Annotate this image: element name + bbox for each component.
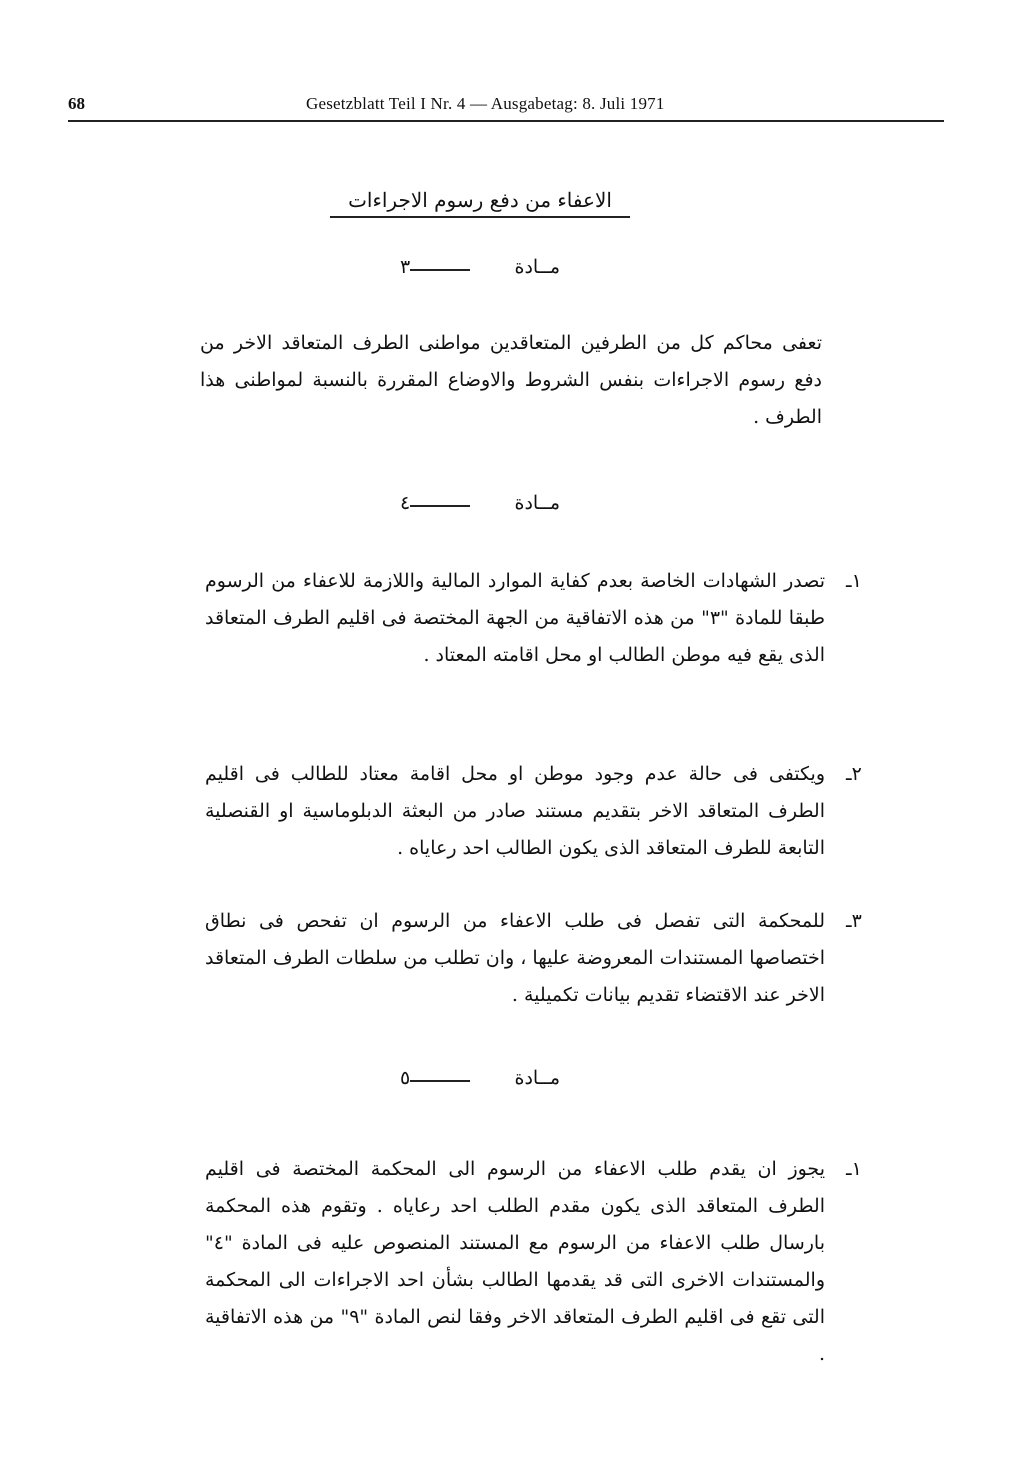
article-3-label: مــادة [440, 256, 560, 278]
article-4-number: ٤ [400, 492, 411, 514]
article-4-item-2-number: ٢ـ [846, 763, 862, 785]
gazette-header-text: Gesetzblatt Teil I Nr. 4 — Ausgabetag: 8. Juli 1971 [306, 94, 665, 113]
article-3-heading [400, 256, 560, 284]
article-5-number: ٥ [400, 1067, 411, 1089]
article-4-item-2-text: ويكتفى فى حالة عدم وجود موطن او محل اقامة معتاد للطالب فى اقليم الطرف المتعاقد الاخر بتقديم مستند صادر من البعثة الدبلوماسية او القنصلية التابعة للطرف المتعاقد الذى يكون الطالب احد رعاياه . [205, 763, 825, 859]
article-4-item-3-text: للمحكمة التى تفصل فى طلب الاعفاء من الرسوم ان تفحص فى نطاق اختصاصها المستندات المعروضة عليها ، وان تطلب من سلطات الطرف المتعاقد الاخر عند الاقتضاء تقديم بيانات تكميلية . [205, 910, 825, 1006]
article-3-number: ٣ [400, 256, 411, 278]
section-title: الاعفاء من دفع رسوم الاجراءات [330, 188, 630, 218]
article-3-text: تعفى محاكم كل من الطرفين المتعاقدين مواطنى الطرف المتعاقد الاخر من دفع رسوم الاجراءات بنفس الشروط والاوضاع المقررة بالنسبة لمواطنى هذا الطرف . [200, 332, 822, 428]
article-5-item-1-text: يجوز ان يقدم طلب الاعفاء من الرسوم الى المحكمة المختصة فى اقليم الطرف المتعاقد الذى يكون مقدم الطلب احد رعاياه . وتقوم هذه المحكمة بارسال طلب الاعفاء من الرسوم مع المستند المنصوص عليه فى المادة "٤" والمستندات الاخرى التى قد يقدمها الطالب بشأن احد الاجراءات الى المحكمة التى تقع فى اقليم الطرف المتعاقد الاخر وفقا لنص المادة "٩" من هذه الاتفاقية . [205, 1158, 825, 1365]
page-header [68, 88, 944, 122]
page-number: 68 [68, 94, 85, 113]
article-4-label: مــادة [440, 492, 560, 514]
article-4-heading [400, 492, 560, 520]
article-4-item-1-number: ١ـ [846, 570, 862, 592]
article-5-item-1-number: ١ـ [846, 1158, 862, 1180]
article-5-label: مــادة [440, 1067, 560, 1089]
article-5-heading [400, 1067, 560, 1095]
article-4-item-3-number: ٣ـ [846, 910, 862, 932]
article-4-item-1-text: تصدر الشهادات الخاصة بعدم كفاية الموارد المالية واللازمة للاعفاء من الرسوم طبقا للمادة "٣" من هذه الاتفاقية من الجهة المختصة فى اقليم الطرف المتعاقد الذى يقع فيه موطن الطالب او محل اقامته المعتاد . [205, 570, 825, 666]
